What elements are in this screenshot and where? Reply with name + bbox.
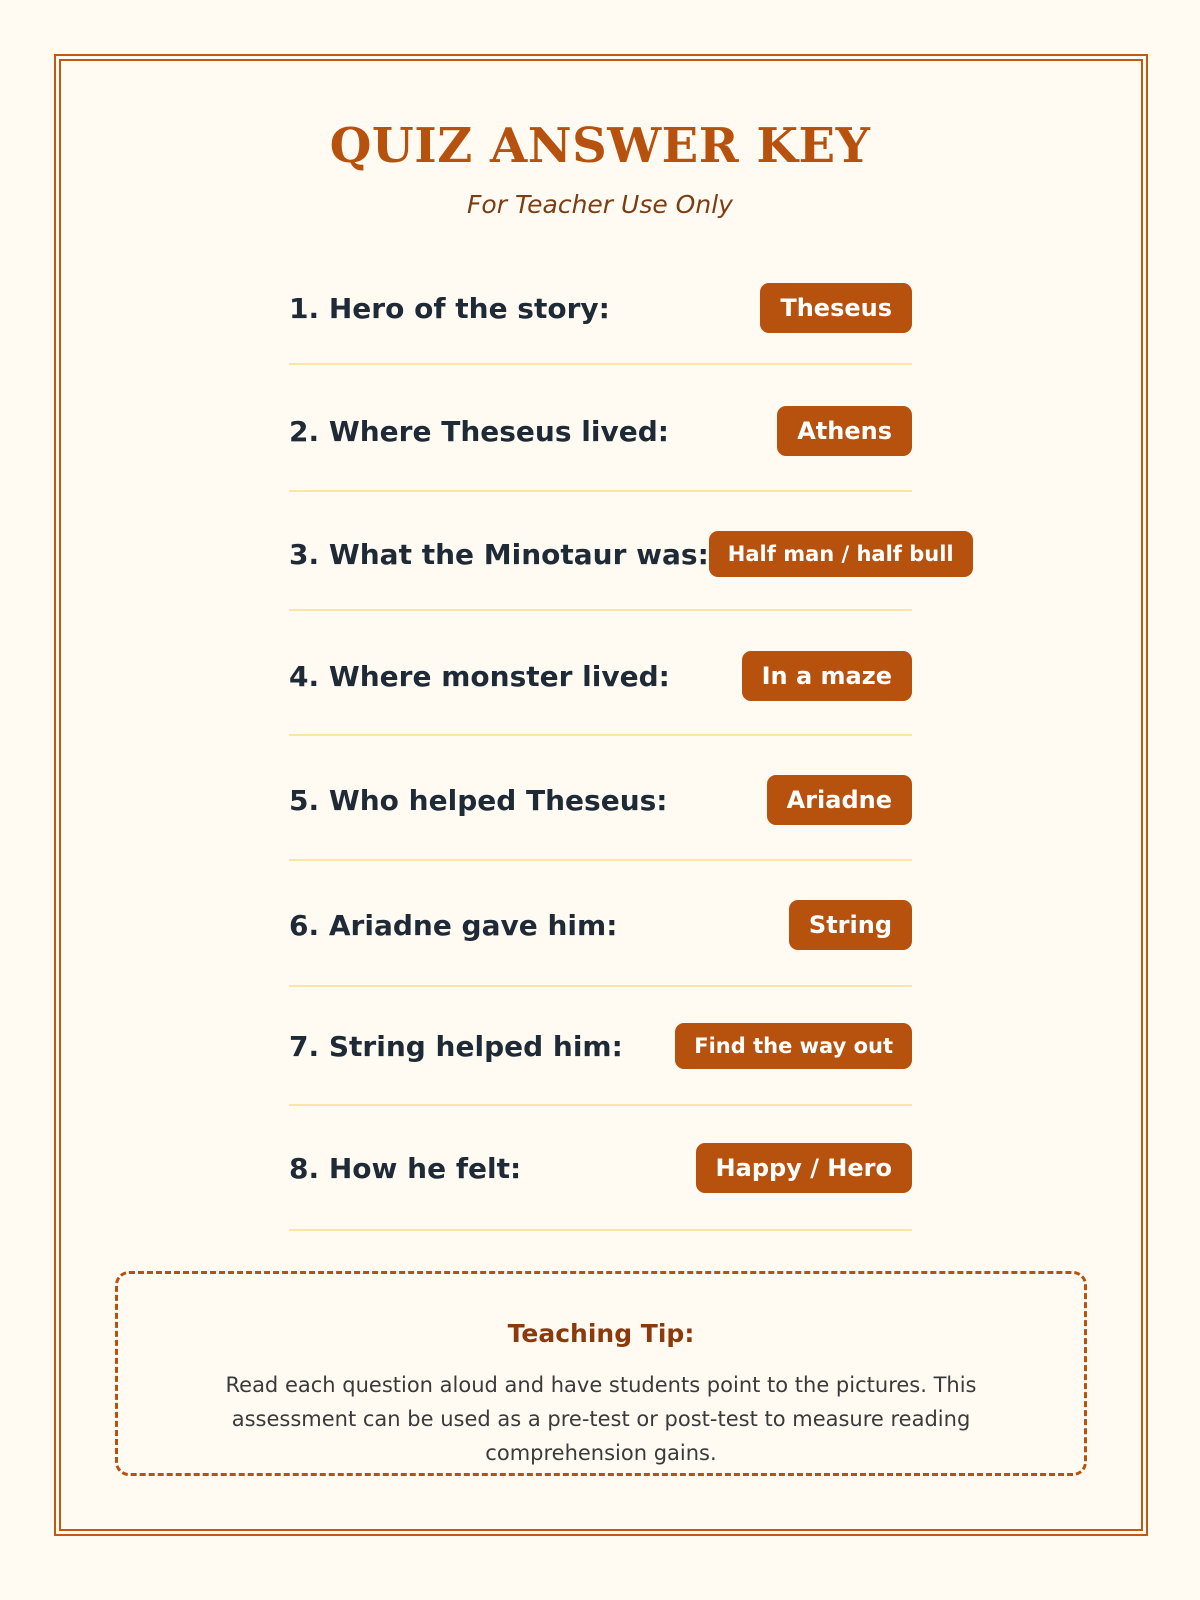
question-label: 5. Who helped Theseus:: [289, 783, 668, 817]
answer-badge: Athens: [777, 406, 912, 456]
row-divider: [289, 490, 912, 492]
answer-badge: Half man / half bull: [709, 531, 973, 577]
answer-badge: In a maze: [742, 651, 912, 701]
row-divider: [289, 1104, 912, 1106]
question-label: 6. Ariadne gave him:: [289, 908, 618, 942]
question-label: 1. Hero of the story:: [289, 291, 610, 325]
question-label: 8. How he felt:: [289, 1151, 522, 1185]
answer-row-6: [289, 895, 912, 955]
answer-row-7: [289, 1016, 912, 1076]
question-label: 3. What the Minotaur was:: [289, 537, 709, 571]
answer-badge: Ariadne: [767, 775, 912, 825]
question-label: 4. Where monster lived:: [289, 659, 670, 693]
row-divider: [289, 859, 912, 861]
row-divider: [289, 734, 912, 736]
answer-row-8: [289, 1138, 912, 1198]
answer-badge: String: [789, 900, 912, 950]
answer-row-4: [289, 646, 912, 706]
answer-row-2: [289, 401, 912, 461]
page-title: QUIZ ANSWER KEY: [329, 118, 871, 174]
answer-row-5: [289, 770, 912, 830]
row-divider: [289, 1229, 912, 1231]
row-divider: [289, 363, 912, 365]
answer-badge: Find the way out: [675, 1023, 912, 1069]
teaching-tip-title: Teaching Tip:: [507, 1319, 695, 1348]
answer-row-3: [289, 524, 954, 584]
question-label: 7. String helped him:: [289, 1029, 623, 1063]
row-divider: [289, 609, 912, 611]
teaching-tip-box: [115, 1271, 1087, 1476]
page-subtitle: For Teacher Use Only: [467, 190, 733, 219]
answer-row-1: [289, 278, 912, 338]
question-label: 2. Where Theseus lived:: [289, 414, 669, 448]
teaching-tip-body: Read each question aloud and have students point to the pictures. This assessment can be used as a pre-test or post-test to measure reading comprehension gains.: [225, 1373, 977, 1465]
answer-badge: Happy / Hero: [696, 1143, 912, 1193]
answer-badge: Theseus: [760, 283, 912, 333]
row-divider: [289, 985, 912, 987]
